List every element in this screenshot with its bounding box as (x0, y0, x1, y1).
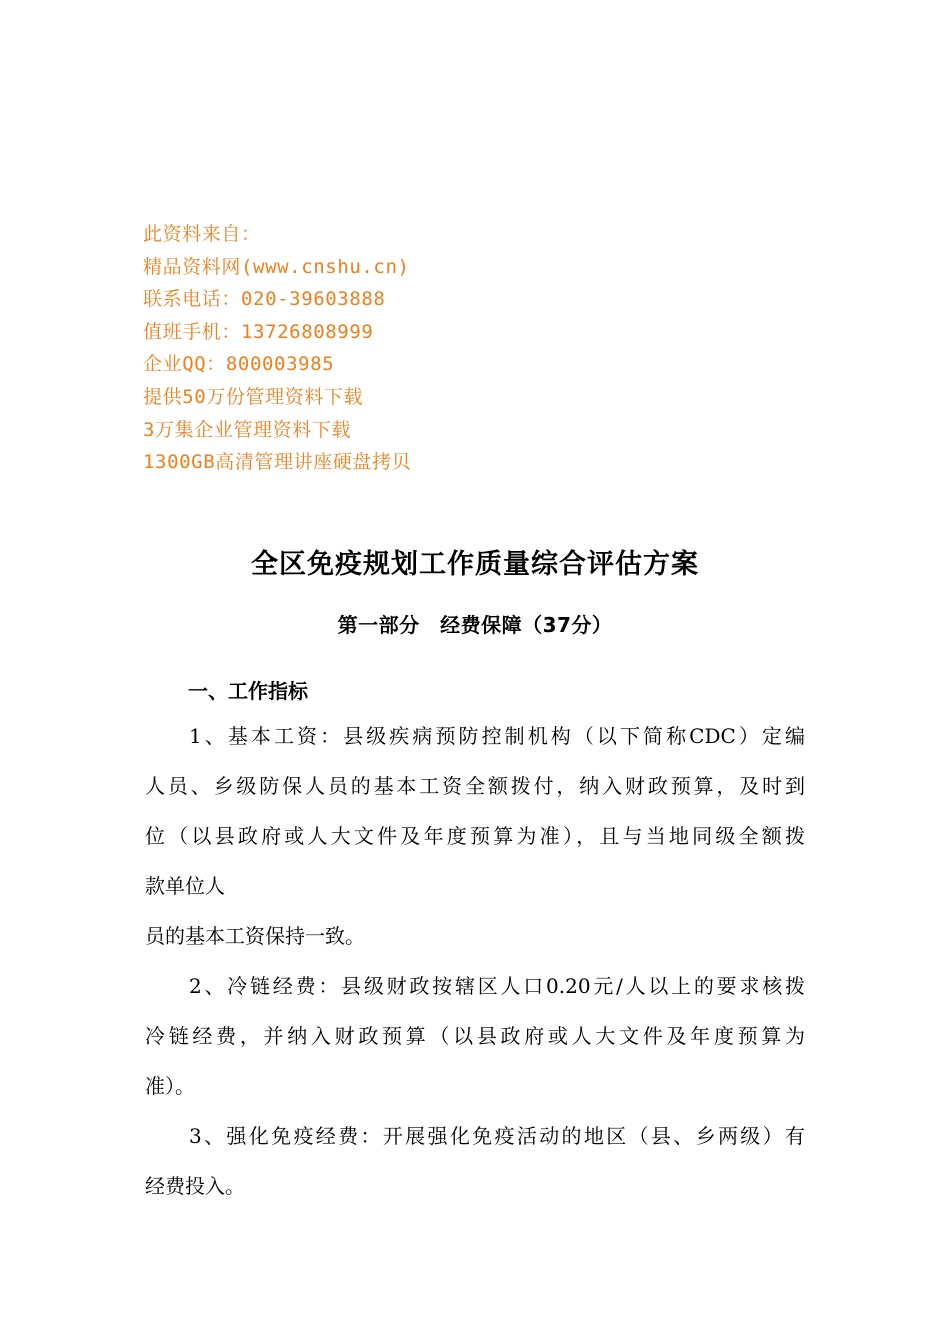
source-qq-line: 企业QQ：800003985 (143, 353, 335, 376)
paragraph-continuation: 员的基本工资保持一致。 (145, 924, 365, 948)
source-phone-line: 联系电话：020-39603888 (143, 288, 386, 311)
source-offer-line: 1300GB高清管理讲座硬盘拷贝 (143, 451, 412, 474)
paragraph-line: 款单位人 (145, 874, 225, 898)
paragraph-line: 位（以县政府或人大文件及年度预算为准），且与当地同级全额拨 (145, 824, 805, 848)
paragraph-3 (145, 1111, 805, 1211)
part-title: 第一部分 经费保障（37分） (337, 613, 613, 637)
paragraph-line: 3、强化免疫经费：开展强化免疫活动的地区（县、乡两级）有 (189, 1124, 805, 1148)
source-info-block (143, 218, 643, 479)
source-line: 此资料来自： (143, 223, 261, 245)
paragraph-1 (145, 711, 805, 961)
paragraph-line: 1、基本工资：县级疾病预防控制机构（以下简称CDC）定编 (189, 724, 805, 748)
source-offer-line: 提供50万份管理资料下载 (143, 385, 364, 408)
section-heading: 一、工作指标 (188, 679, 308, 703)
paragraph-line: 准）。 (145, 1074, 195, 1098)
document-title: 全区免疫规划工作质量综合评估方案 (251, 549, 699, 580)
paragraph-line: 人员、乡级防保人员的基本工资全额拨付，纳入财政预算，及时到 (145, 774, 805, 798)
source-mobile-line: 值班手机：13726808999 (143, 320, 374, 343)
source-site-line: 精品资料网(www.cnshu.cn) (143, 255, 410, 278)
paragraph-line: 2、冷链经费：县级财政按辖区人口0.20元/人以上的要求核拨 (189, 974, 805, 998)
paragraph-line: 经费投入。 (145, 1174, 245, 1198)
paragraph-2 (145, 961, 805, 1111)
source-offer-line: 3万集企业管理资料下载 (143, 418, 352, 441)
paragraph-line: 冷链经费，并纳入财政预算（以县政府或人大文件及年度预算为 (145, 1024, 805, 1048)
